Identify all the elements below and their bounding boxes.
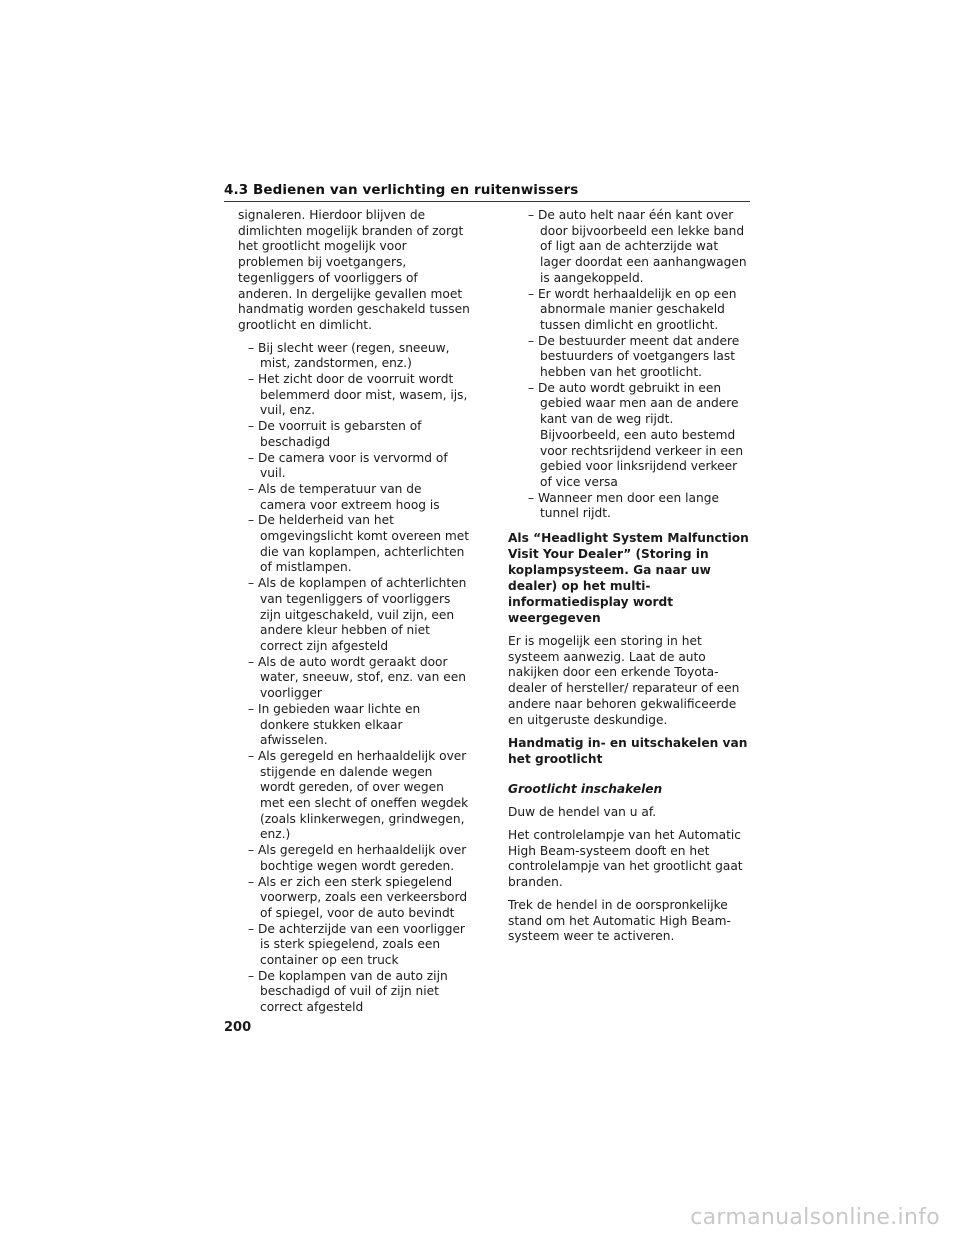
- list-item: – Bij slecht weer (regen, sneeuw, mist, zandstormen, enz.): [243, 341, 470, 372]
- page-number: 200: [224, 1020, 252, 1035]
- list-item: – De koplampen van de auto zijn beschadigd of vuil of zijn niet correct afgesteld: [243, 969, 470, 1016]
- list-item: – De voorruit is gebarsten of beschadigd: [243, 419, 470, 450]
- list-item: – Er wordt herhaaldelijk en op een abnormale manier geschakeld tussen dimlicht en grootlicht.: [523, 287, 750, 334]
- list-item: – In gebieden waar lichte en donkere stukken elkaar afwisselen.: [243, 702, 470, 749]
- list-item: – Als de auto wordt geraakt door water, sneeuw, stof, enz. van een voorligger: [243, 655, 470, 702]
- section-title: 4.3 Bedienen van verlichting en ruitenwissers: [224, 182, 579, 198]
- list-item: – De achterzijde van een voorligger is sterk spiegelend, zoals een container op een truck: [243, 922, 470, 969]
- list-item: – De auto helt naar één kant over door bijvoorbeeld een lekke band of ligt aan de achterzijde wat lager doordat een aanhangwagen is aangekoppeld.: [523, 208, 750, 287]
- list-item: – De helderheid van het omgevingslicht komt overeen met die van koplampen, achterlichten of mistlampen.: [243, 513, 470, 576]
- right-column: [508, 208, 750, 952]
- list-item: – Als geregeld en herhaaldelijk over bochtige wegen wordt gereden.: [243, 843, 470, 874]
- list-item: – De camera voor is vervormd of vuil.: [243, 451, 470, 482]
- reactivate-paragraph: Trek de hendel in de oorspronkelijke stand om het Automatic High Beam-systeem weer te activeren.: [508, 897, 731, 944]
- indicator-paragraph: Het controlelampje van het Automatic High Beam-systeem dooft en het controlelampje van het grootlicht gaat branden.: [508, 827, 743, 890]
- condition-list: [243, 341, 470, 1016]
- section-header: [224, 179, 750, 202]
- high-beam-on-subheading: Grootlicht inschakelen: [508, 782, 663, 797]
- malfunction-paragraph: Er is mogelijk een storing in het systeem aanwezig. Laat de auto nakijken door een erkende Toyota-dealer of hersteller/ reparateur of een andere naar behoren gekwalificeerde en uitgeruste deskundige.: [508, 634, 740, 727]
- manual-switch-heading: Handmatig in- en uitschakelen van het grootlicht: [508, 736, 748, 767]
- list-item: – Als geregeld en herhaaldelijk over stijgende en dalende wegen wordt gereden, of over wegen met een slecht of oneffen wegdek (zoals klinkerwegen, grindwegen, enz.): [243, 749, 470, 843]
- watermark: carmanualsonline.info: [690, 1205, 940, 1230]
- list-item: – De bestuurder meent dat andere bestuurders of voetgangers last hebben van het grootlicht.: [523, 334, 750, 381]
- list-item: – Als de koplampen of achterlichten van tegenliggers of voorliggers zijn uitgeschakeld, vuil zijn, een andere kleur hebben of niet correct zijn afgesteld: [243, 576, 470, 655]
- list-item: – Wanneer men door een lange tunnel rijdt.: [523, 491, 750, 522]
- instruction-paragraph: Duw de hendel van u af.: [508, 805, 657, 820]
- list-item: – Het zicht door de voorruit wordt belemmerd door mist, wasem, ijs, vuil, enz.: [243, 372, 470, 419]
- malfunction-heading: Als “Headlight System Malfunction Visit Your Dealer” (Storing in koplampsysteem. Ga naar uw dealer) op het multi-informatiedisplay wordt weergegeven: [508, 531, 749, 626]
- list-item: – Als de temperatuur van de camera voor extreem hoog is: [243, 482, 470, 513]
- intro-paragraph: signaleren. Hierdoor blijven de dimlichten mogelijk branden of zorgt het grootlicht mogelijk voor problemen bij voetgangers, tegenliggers of voorliggers of anderen. In dergelijke gevallen moet handmatig worden geschakeld tussen grootlicht en dimlicht.: [238, 208, 470, 332]
- list-item: – Als er zich een sterk spiegelend voorwerp, zoals een verkeersbord of spiegel, voor de auto bevindt: [243, 875, 470, 922]
- left-column: [238, 208, 470, 1016]
- condition-list-continued: [523, 208, 750, 522]
- list-item: – De auto wordt gebruikt in een gebied waar men aan de andere kant van de weg rijdt. Bijvoorbeeld, een auto bestemd voor rechtsrijdend verkeer in een gebied voor linksrijdend verkeer of vice versa: [523, 381, 750, 491]
